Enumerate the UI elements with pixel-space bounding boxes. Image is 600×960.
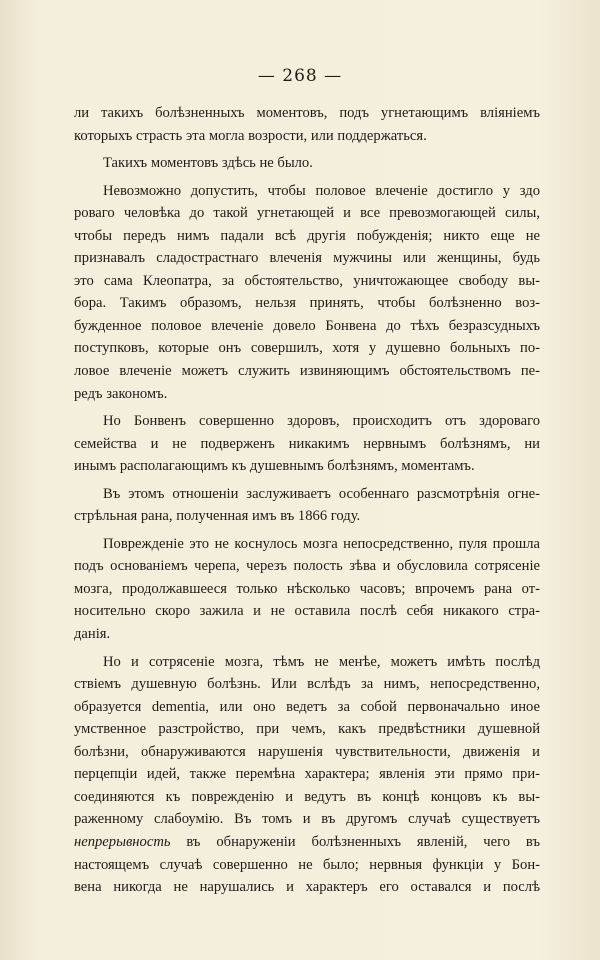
text-line: соединяются къ поврежденію и ведутъ въ концѣ концовъ къ вы- [74, 788, 540, 805]
text-line: признавалъ сладострастнаго влеченія мужчины или женщины, будь [74, 250, 540, 267]
text-line: чтобы передъ нимъ падали всѣ другія побужденія; никто еще не [74, 227, 540, 244]
text-line: ловое влеченіе можетъ служить извиняющимъ обстоятельствомъ пе- [74, 363, 540, 380]
text-line: семейства и не подверженъ никакимъ нервнымъ болѣзнямъ, ни [74, 435, 540, 452]
text-line: бора. Такимъ образомъ, нельзя принять, чтобы болѣзненно воз- [74, 295, 540, 312]
text-line: подъ основаніемъ черепа, черезъ полость зѣва и обусловила сотрясеніе [74, 558, 540, 575]
text-line: Но Бонвенъ совершенно здоровъ, происходитъ отъ здороваго [103, 413, 540, 430]
text-line: бужденное половое влеченіе довело Бонвена до тѣхъ безразсудныхъ [74, 317, 540, 334]
text-line: умственное разстройство, при чемъ, какъ предвѣстники душевной [74, 721, 540, 738]
text-line: Поврежденіе это не коснулось мозга непосредственно, пуля прошла [103, 535, 540, 552]
text-line: ли такихъ болѣзненныхъ моментовъ, подъ угнетающимъ вліяніемъ [74, 105, 540, 121]
text-line: непрерывность въ обнаруженіи болѣзненныхъ явленій, чего въ [74, 833, 540, 850]
text-line: болѣзни, обнаруживаются нарушенія чувствительности, движенія и [74, 743, 540, 760]
text-line: образуется dementia, или оно ведетъ за собой первоначально иное [74, 698, 540, 715]
text-line: поступковъ, которые онъ совершилъ, хотя у душевно больныхъ по- [74, 340, 540, 357]
text-line: Но и сотрясеніе мозга, тѣмъ не менѣе, можетъ имѣть послѣд [103, 653, 540, 670]
text-line: ствіемъ душевную болѣзнь. Или вслѣдъ за нимъ, непосредственно, [74, 676, 540, 693]
text-line: которыхъ страсть эта могла возрости, или поддержаться. [74, 127, 427, 144]
text-line: носительно скоро зажила и не оставила послѣ себя никакого стра- [74, 603, 540, 620]
text-line: раженному слабоумію. Въ томъ и въ другомъ случаѣ существуетъ [74, 811, 540, 828]
text-line: редъ закономъ. [74, 385, 168, 402]
text-line: стрѣльная рана, полученная имъ въ 1866 году. [74, 508, 361, 525]
page-number: — 268 — [257, 66, 343, 86]
text-line: инымъ располагающимъ къ душевнымъ болѣзнямъ, моментамъ. [74, 458, 475, 475]
text-line: Невозможно допустить, чтобы половое влеченіе достигло у здо [103, 182, 540, 199]
text-line: Такихъ моментовъ здѣсь не было. [103, 155, 313, 172]
text-line: вена никогда не нарушались и характеръ его оставался и послѣ [74, 879, 540, 896]
body-text [74, 102, 540, 899]
text-line: это сама Клеопатра, за обстоятельство, уничтожающее свободу вы- [74, 272, 540, 289]
text-line: Въ этомъ отношеніи заслуживаетъ особеннаго разсмотрѣнія огне- [103, 485, 540, 502]
text-line: настоящемъ случаѣ совершенно не было; нервныя функціи у Бон- [74, 856, 540, 873]
text-line: перцепціи идей, также перемѣна характера; явленія эти прямо при- [74, 766, 540, 783]
emphasized-word: непрерывность [74, 833, 171, 850]
text-line: мозга, продолжавшееся только нѣсколько часовъ; впрочемъ рана от- [74, 580, 540, 597]
text-line: роваго человѣка до такой угнетающей и все превозмогающей силы, [74, 205, 540, 222]
text-line: данія. [74, 626, 111, 643]
